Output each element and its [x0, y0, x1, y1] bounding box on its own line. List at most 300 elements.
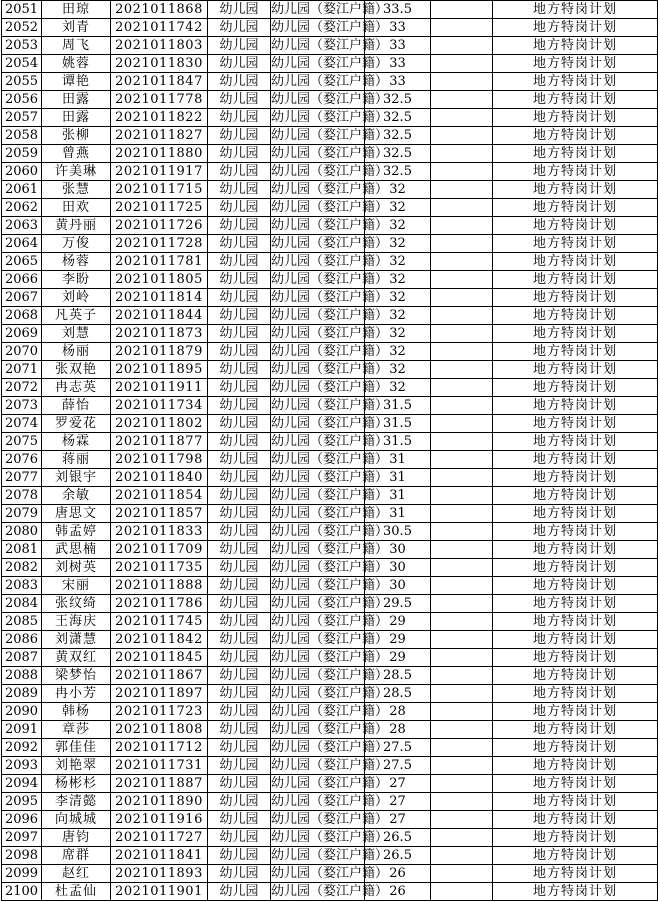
- candidate-name: 张纹绮: [42, 595, 111, 613]
- school-type: 幼儿园: [208, 649, 271, 667]
- empty-cell: [431, 721, 493, 739]
- position-detail: 幼儿园（婺江户籍）: [271, 200, 389, 215]
- row-number: 2081: [2, 541, 42, 559]
- plan-name: 地方特岗计划: [493, 739, 658, 757]
- row-number: 2094: [2, 775, 42, 793]
- position-detail: 幼儿园（婺江户籍）: [271, 506, 389, 521]
- empty-cell: [431, 181, 493, 199]
- row-number: 2093: [2, 757, 42, 775]
- score: 32.5: [365, 145, 431, 163]
- table-body: [2, 1, 658, 901]
- position-detail: 幼儿园（婺江户籍）: [271, 110, 389, 125]
- position-detail: 幼儿园（婺江户籍）: [271, 218, 389, 233]
- score: 31: [365, 505, 431, 523]
- empty-cell: [431, 37, 493, 55]
- candidate-name: 田露: [42, 109, 111, 127]
- score: 28.5: [365, 667, 431, 685]
- score: 30.5: [365, 523, 431, 541]
- empty-cell: [431, 685, 493, 703]
- plan-name: 地方特岗计划: [493, 847, 658, 865]
- school-type: 幼儿园: [208, 847, 271, 865]
- table-row: [2, 109, 658, 127]
- exam-number: 2021011877: [111, 433, 208, 451]
- exam-number: 2021011726: [111, 217, 208, 235]
- row-number: 2076: [2, 451, 42, 469]
- table-row: [2, 235, 658, 253]
- table-row: [2, 415, 658, 433]
- plan-name: 地方特岗计划: [493, 829, 658, 847]
- table-row: [2, 865, 658, 883]
- empty-cell: [431, 613, 493, 631]
- exam-number: 2021011840: [111, 469, 208, 487]
- plan-name: 地方特岗计划: [493, 109, 658, 127]
- table-row: [2, 739, 658, 757]
- score: 33: [365, 55, 431, 73]
- row-number: 2062: [2, 199, 42, 217]
- school-type: 幼儿园: [208, 469, 271, 487]
- table-row: [2, 343, 658, 361]
- row-number: 2077: [2, 469, 42, 487]
- school-type: 幼儿园: [208, 289, 271, 307]
- row-number: 2068: [2, 307, 42, 325]
- empty-cell: [431, 577, 493, 595]
- plan-name: 地方特岗计划: [493, 595, 658, 613]
- score: 28: [365, 703, 431, 721]
- plan-name: 地方特岗计划: [493, 325, 658, 343]
- candidate-name: 刘艳翠: [42, 757, 111, 775]
- candidate-name: 薛怡: [42, 397, 111, 415]
- row-number: 2085: [2, 613, 42, 631]
- candidate-name: 杜孟仙: [42, 883, 111, 901]
- exam-number: 2021011895: [111, 361, 208, 379]
- table-row: [2, 685, 658, 703]
- plan-name: 地方特岗计划: [493, 559, 658, 577]
- position-detail: 幼儿园（婺江户籍）: [271, 776, 389, 791]
- candidate-name: 韩杨: [42, 703, 111, 721]
- table-row: [2, 271, 658, 289]
- empty-cell: [431, 865, 493, 883]
- position-detail: 幼儿园（婺江户籍）: [271, 344, 389, 359]
- empty-cell: [431, 775, 493, 793]
- position-detail: 幼儿园（婺江户籍）: [271, 596, 389, 611]
- exam-number: 2021011873: [111, 325, 208, 343]
- plan-name: 地方特岗计划: [493, 505, 658, 523]
- exam-number: 2021011727: [111, 829, 208, 847]
- row-number: 2061: [2, 181, 42, 199]
- plan-name: 地方特岗计划: [493, 127, 658, 145]
- candidate-name: 唐钧: [42, 829, 111, 847]
- school-type: 幼儿园: [208, 721, 271, 739]
- school-type: 幼儿园: [208, 217, 271, 235]
- position-detail: 幼儿园（婺江户籍）: [271, 542, 389, 557]
- empty-cell: [431, 883, 493, 901]
- row-number: 2075: [2, 433, 42, 451]
- candidate-name: 冉小芳: [42, 685, 111, 703]
- plan-name: 地方特岗计划: [493, 1, 658, 19]
- exam-number: 2021011888: [111, 577, 208, 595]
- position-detail: 幼儿园（婺江户籍）: [271, 668, 389, 683]
- score: 31: [365, 451, 431, 469]
- position-detail: 幼儿园（婺江户籍）: [271, 866, 389, 881]
- exam-number: 2021011887: [111, 775, 208, 793]
- score: 32.5: [365, 91, 431, 109]
- empty-cell: [431, 217, 493, 235]
- exam-number: 2021011854: [111, 487, 208, 505]
- empty-cell: [431, 73, 493, 91]
- position-detail: 幼儿园（婺江户籍）: [271, 812, 389, 827]
- table-row: [2, 469, 658, 487]
- score: 28.5: [365, 685, 431, 703]
- school-type: 幼儿园: [208, 307, 271, 325]
- position-detail: 幼儿园（婺江户籍）: [271, 236, 389, 251]
- score: 33: [365, 37, 431, 55]
- exam-number: 2021011803: [111, 37, 208, 55]
- position-detail: 幼儿园（婺江户籍）: [271, 704, 389, 719]
- plan-name: 地方特岗计划: [493, 775, 658, 793]
- table-row: [2, 703, 658, 721]
- exam-number: 2021011735: [111, 559, 208, 577]
- exam-number: 2021011728: [111, 235, 208, 253]
- empty-cell: [431, 361, 493, 379]
- exam-number: 2021011847: [111, 73, 208, 91]
- empty-cell: [431, 847, 493, 865]
- empty-cell: [431, 1, 493, 19]
- empty-cell: [431, 829, 493, 847]
- position-detail: 幼儿园（婺江户籍）: [271, 398, 389, 413]
- empty-cell: [431, 559, 493, 577]
- plan-name: 地方特岗计划: [493, 469, 658, 487]
- row-number: 2058: [2, 127, 42, 145]
- position-detail: 幼儿园（婺江户籍）: [271, 416, 389, 431]
- empty-cell: [431, 109, 493, 127]
- candidate-name: 田琼: [42, 1, 111, 19]
- position-detail: 幼儿园（婺江户籍）: [271, 290, 389, 305]
- score: 26.5: [365, 847, 431, 865]
- table-row: [2, 1, 658, 19]
- score: 27.5: [365, 739, 431, 757]
- empty-cell: [431, 379, 493, 397]
- exam-number: 2021011731: [111, 757, 208, 775]
- score: 32: [365, 361, 431, 379]
- exam-number: 2021011901: [111, 883, 208, 901]
- candidate-name: 刘潇慧: [42, 631, 111, 649]
- candidate-name: 曾燕: [42, 145, 111, 163]
- position-detail: 幼儿园（婺江户籍）: [271, 56, 389, 71]
- empty-cell: [431, 649, 493, 667]
- school-type: 幼儿园: [208, 631, 271, 649]
- position-detail: 幼儿园（婺江户籍）: [271, 740, 389, 755]
- exam-number: 2021011890: [111, 793, 208, 811]
- candidate-name: 凡英子: [42, 307, 111, 325]
- row-number: 2079: [2, 505, 42, 523]
- candidate-name: 刘慧: [42, 325, 111, 343]
- exam-number: 2021011781: [111, 253, 208, 271]
- empty-cell: [431, 163, 493, 181]
- table-row: [2, 559, 658, 577]
- table-row: [2, 91, 658, 109]
- row-number: 2095: [2, 793, 42, 811]
- school-type: 幼儿园: [208, 379, 271, 397]
- table-row: [2, 289, 658, 307]
- table-row: [2, 829, 658, 847]
- table-row: [2, 307, 658, 325]
- plan-name: 地方特岗计划: [493, 307, 658, 325]
- plan-name: 地方特岗计划: [493, 91, 658, 109]
- score: 30: [365, 541, 431, 559]
- school-type: 幼儿园: [208, 91, 271, 109]
- plan-name: 地方特岗计划: [493, 289, 658, 307]
- score: 31.5: [365, 397, 431, 415]
- empty-cell: [431, 55, 493, 73]
- empty-cell: [431, 631, 493, 649]
- candidate-name: 蒋丽: [42, 451, 111, 469]
- position-detail: 幼儿园（婺江户籍）: [271, 164, 389, 179]
- school-type: 幼儿园: [208, 739, 271, 757]
- school-type: 幼儿园: [208, 181, 271, 199]
- score: 33: [365, 73, 431, 91]
- empty-cell: [431, 253, 493, 271]
- table-row: [2, 847, 658, 865]
- plan-name: 地方特岗计划: [493, 361, 658, 379]
- exam-number: 2021011911: [111, 379, 208, 397]
- exam-number: 2021011723: [111, 703, 208, 721]
- exam-number: 2021011798: [111, 451, 208, 469]
- exam-number: 2021011822: [111, 109, 208, 127]
- row-number: 2056: [2, 91, 42, 109]
- plan-name: 地方特岗计划: [493, 379, 658, 397]
- score: 33: [365, 19, 431, 37]
- table-row: [2, 649, 658, 667]
- school-type: 幼儿园: [208, 811, 271, 829]
- position-detail: 幼儿园（婺江户籍）: [271, 20, 389, 35]
- candidate-name: 刘银宇: [42, 469, 111, 487]
- candidate-name: 宋丽: [42, 577, 111, 595]
- candidate-name: 万俊: [42, 235, 111, 253]
- position-detail: 幼儿园（婺江户籍）: [271, 884, 389, 899]
- score: 33.5: [365, 1, 431, 19]
- row-number: 2078: [2, 487, 42, 505]
- exam-number: 2021011814: [111, 289, 208, 307]
- table-row: [2, 163, 658, 181]
- candidate-name: 田欢: [42, 199, 111, 217]
- school-type: 幼儿园: [208, 163, 271, 181]
- score: 26.5: [365, 829, 431, 847]
- school-type: 幼儿园: [208, 613, 271, 631]
- plan-name: 地方特岗计划: [493, 451, 658, 469]
- exam-number: 2021011808: [111, 721, 208, 739]
- table-row: [2, 667, 658, 685]
- row-number: 2098: [2, 847, 42, 865]
- plan-name: 地方特岗计划: [493, 703, 658, 721]
- plan-name: 地方特岗计划: [493, 613, 658, 631]
- table-row: [2, 19, 658, 37]
- exam-number: 2021011893: [111, 865, 208, 883]
- plan-name: 地方特岗计划: [493, 199, 658, 217]
- school-type: 幼儿园: [208, 253, 271, 271]
- score: 26: [365, 865, 431, 883]
- score: 32: [365, 343, 431, 361]
- candidate-name: 李盼: [42, 271, 111, 289]
- score: 31.5: [365, 415, 431, 433]
- row-number: 2089: [2, 685, 42, 703]
- exam-number: 2021011917: [111, 163, 208, 181]
- score: 32: [365, 307, 431, 325]
- table-row: [2, 775, 658, 793]
- candidate-name: 黄双红: [42, 649, 111, 667]
- plan-name: 地方特岗计划: [493, 181, 658, 199]
- exam-number: 2021011833: [111, 523, 208, 541]
- table-row: [2, 487, 658, 505]
- plan-name: 地方特岗计划: [493, 73, 658, 91]
- table-row: [2, 199, 658, 217]
- school-type: 幼儿园: [208, 433, 271, 451]
- empty-cell: [431, 523, 493, 541]
- table-row: [2, 145, 658, 163]
- score: 27: [365, 811, 431, 829]
- position-detail: 幼儿园（婺江户籍）: [271, 38, 389, 53]
- plan-name: 地方特岗计划: [493, 271, 658, 289]
- exam-number: 2021011715: [111, 181, 208, 199]
- school-type: 幼儿园: [208, 757, 271, 775]
- plan-name: 地方特岗计划: [493, 685, 658, 703]
- row-number: 2086: [2, 631, 42, 649]
- row-number: 2099: [2, 865, 42, 883]
- score: 29: [365, 631, 431, 649]
- candidate-name: 王海庆: [42, 613, 111, 631]
- row-number: 2055: [2, 73, 42, 91]
- candidate-name: 杨蓉: [42, 253, 111, 271]
- row-number: 2071: [2, 361, 42, 379]
- school-type: 幼儿园: [208, 793, 271, 811]
- exam-number: 2021011880: [111, 145, 208, 163]
- row-number: 2088: [2, 667, 42, 685]
- school-type: 幼儿园: [208, 595, 271, 613]
- position-detail: 幼儿园（婺江户籍）: [271, 488, 389, 503]
- row-number: 2091: [2, 721, 42, 739]
- empty-cell: [431, 325, 493, 343]
- score: 32: [365, 325, 431, 343]
- score: 31.5: [365, 433, 431, 451]
- candidate-name: 刘青: [42, 19, 111, 37]
- empty-cell: [431, 667, 493, 685]
- row-number: 2069: [2, 325, 42, 343]
- empty-cell: [431, 397, 493, 415]
- position-detail: 幼儿园（婺江户籍）: [271, 758, 389, 773]
- candidate-name: 席群: [42, 847, 111, 865]
- position-detail: 幼儿园（婺江户籍）: [271, 794, 389, 809]
- position-detail: 幼儿园（婺江户籍）: [271, 524, 389, 539]
- candidate-name: 张柳: [42, 127, 111, 145]
- plan-name: 地方特岗计划: [493, 37, 658, 55]
- position-detail: 幼儿园（婺江户籍）: [271, 560, 389, 575]
- candidate-name: 赵红: [42, 865, 111, 883]
- exam-number: 2021011786: [111, 595, 208, 613]
- score: 30: [365, 577, 431, 595]
- exam-number: 2021011734: [111, 397, 208, 415]
- plan-name: 地方特岗计划: [493, 865, 658, 883]
- position-detail: 幼儿园（婺江户籍）: [271, 848, 389, 863]
- score: 32: [365, 253, 431, 271]
- exam-number: 2021011916: [111, 811, 208, 829]
- score: 32: [365, 379, 431, 397]
- empty-cell: [431, 469, 493, 487]
- score: 32: [365, 217, 431, 235]
- row-number: 2073: [2, 397, 42, 415]
- candidate-name: 唐思文: [42, 505, 111, 523]
- table-row: [2, 217, 658, 235]
- row-number: 2065: [2, 253, 42, 271]
- score: 27: [365, 775, 431, 793]
- plan-name: 地方特岗计划: [493, 793, 658, 811]
- empty-cell: [431, 433, 493, 451]
- plan-name: 地方特岗计划: [493, 523, 658, 541]
- exam-number: 2021011897: [111, 685, 208, 703]
- table-row: [2, 757, 658, 775]
- exam-number: 2021011805: [111, 271, 208, 289]
- plan-name: 地方特岗计划: [493, 721, 658, 739]
- position-detail: 幼儿园（婺江户籍）: [271, 614, 389, 629]
- score: 32.5: [365, 163, 431, 181]
- plan-name: 地方特岗计划: [493, 487, 658, 505]
- exam-number: 2021011802: [111, 415, 208, 433]
- plan-name: 地方特岗计划: [493, 433, 658, 451]
- school-type: 幼儿园: [208, 145, 271, 163]
- score: 31: [365, 487, 431, 505]
- exam-number: 2021011742: [111, 19, 208, 37]
- exam-number: 2021011745: [111, 613, 208, 631]
- candidate-name: 杨霖: [42, 433, 111, 451]
- plan-name: 地方特岗计划: [493, 577, 658, 595]
- school-type: 幼儿园: [208, 73, 271, 91]
- score: 32: [365, 181, 431, 199]
- row-number: 2059: [2, 145, 42, 163]
- candidate-name: 罗爱花: [42, 415, 111, 433]
- empty-cell: [431, 541, 493, 559]
- plan-name: 地方特岗计划: [493, 541, 658, 559]
- position-detail: 幼儿园（婺江户籍）: [271, 578, 389, 593]
- score: 32: [365, 235, 431, 253]
- plan-name: 地方特岗计划: [493, 631, 658, 649]
- exam-number: 2021011844: [111, 307, 208, 325]
- school-type: 幼儿园: [208, 523, 271, 541]
- school-type: 幼儿园: [208, 199, 271, 217]
- candidate-name: 谭艳: [42, 73, 111, 91]
- table-row: [2, 523, 658, 541]
- exam-number: 2021011712: [111, 739, 208, 757]
- row-number: 2066: [2, 271, 42, 289]
- table-row: [2, 55, 658, 73]
- table-row: [2, 397, 658, 415]
- position-detail: 幼儿园（婺江户籍）: [271, 632, 389, 647]
- table-row: [2, 181, 658, 199]
- school-type: 幼儿园: [208, 577, 271, 595]
- table-row: [2, 73, 658, 91]
- table-row: [2, 325, 658, 343]
- plan-name: 地方特岗计划: [493, 667, 658, 685]
- position-detail: 幼儿园（婺江户籍）: [271, 128, 389, 143]
- empty-cell: [431, 127, 493, 145]
- exam-number: 2021011709: [111, 541, 208, 559]
- school-type: 幼儿园: [208, 415, 271, 433]
- position-detail: 幼儿园（婺江户籍）: [271, 452, 389, 467]
- school-type: 幼儿园: [208, 325, 271, 343]
- table-row: [2, 127, 658, 145]
- candidate-name: 杨彬杉: [42, 775, 111, 793]
- school-type: 幼儿园: [208, 127, 271, 145]
- empty-cell: [431, 289, 493, 307]
- position-detail: 幼儿园（婺江户籍）: [271, 434, 389, 449]
- school-type: 幼儿园: [208, 865, 271, 883]
